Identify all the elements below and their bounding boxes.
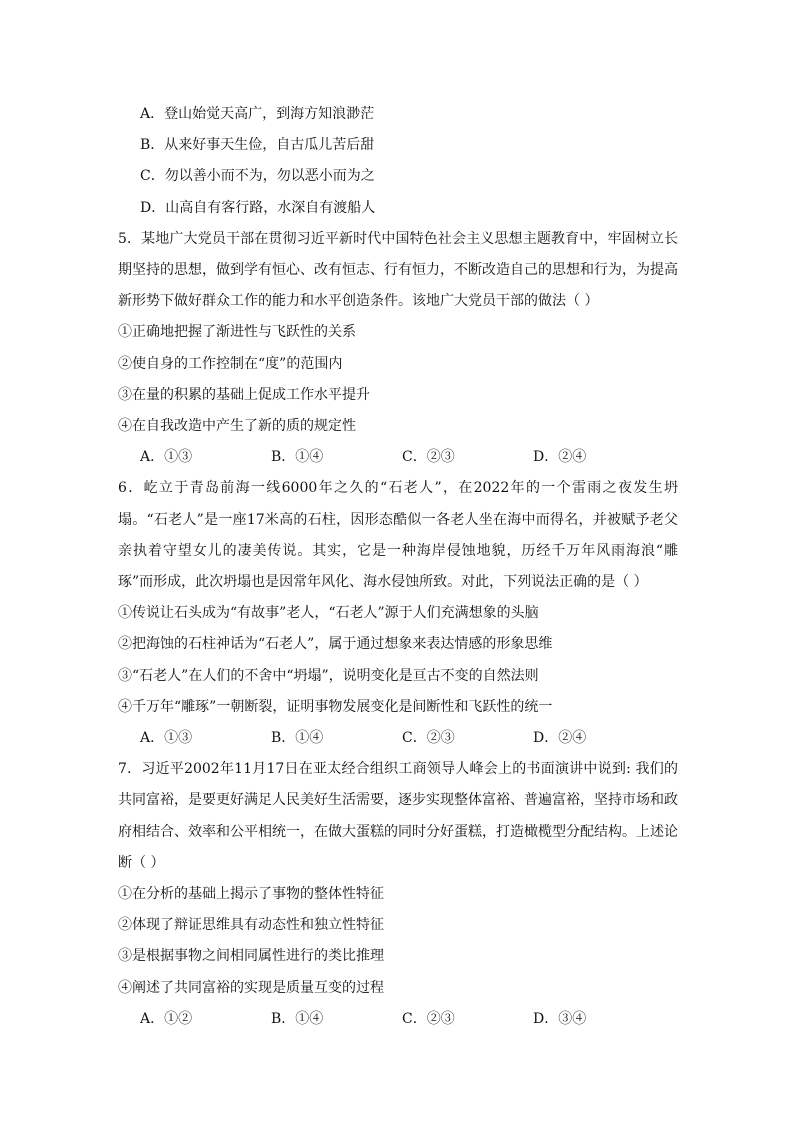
question-5-statement-4: ④在自我改造中产生了新的质的规定性 <box>118 418 356 435</box>
question-6-choice-a: A．①③ <box>140 730 193 747</box>
question-5-choice-c: C．②③ <box>402 449 455 466</box>
exam-content <box>118 99 678 1035</box>
question-7-choices <box>118 1004 678 1035</box>
question-6-statement-1: ①传说让石头成为“有故事”老人，“石老人”源于人们充满想象的头脑 <box>118 605 539 622</box>
question-7-stem: 7．习近平2002年11月17日在亚太经合组织工商领导人峰会上的书面演讲中说到: 我们的共同富裕，是要更好满足人民美好生活需要，逐步实现整体富裕、普遍富裕，坚持市场和政府相结合、效率和公平相统一，在做大蛋糕的同时分好蛋糕，打造橄榄型分配结构。上述论断（ ） <box>118 761 678 871</box>
question-6-choice-d: D．②④ <box>533 730 587 747</box>
question-5-statement-2: ②使自身的工作控制在“度”的范围内 <box>118 355 343 372</box>
question-7-choice-d: D．③④ <box>533 1010 587 1027</box>
question-7-choice-b: B．①④ <box>271 1010 324 1027</box>
question-7-statement-2: ②体现了辩证思维具有动态性和独立性特征 <box>118 917 384 934</box>
question-5-stem: 5．某地广大党员干部在贯彻习近平新时代中国特色社会主义思想主题教育中，牢固树立长期坚持的思想，做到学有恒心、改有恒志、行有恒力，不断改造自己的思想和行为，为提高新形势下做好群众工作的能力和水平创造条件。该地广大党员干部的做法（ ） <box>118 230 678 310</box>
question-5 <box>118 224 678 474</box>
question-6-choice-c: C．②③ <box>402 730 455 747</box>
q4-option-b: B．从来好事天生俭，自古瓜儿苦后甜 <box>140 137 375 154</box>
question-5-choice-b: B．①④ <box>271 449 324 466</box>
question-5-statement-3: ③在量的积累的基础上促成工作水平提升 <box>118 386 370 403</box>
q4-option-c: C．勿以善小而不为，勿以恶小而为之 <box>140 168 375 185</box>
q4-options <box>118 99 678 224</box>
question-6-statement-2: ②把海蚀的石柱神话为“石老人”，属于通过想象来表达情感的形象思维 <box>118 636 553 653</box>
question-6-choices <box>118 723 678 754</box>
question-7-choice-c: C．②③ <box>402 1010 455 1027</box>
question-7-statement-4: ④阐述了共同富裕的实现是质量互变的过程 <box>118 979 384 996</box>
question-5-choices <box>118 442 678 473</box>
question-6-statement-3: ③“石老人”在人们的不舍中“坍塌”，说明变化是亘古不变的自然法则 <box>118 667 539 684</box>
question-6-stem: 6．屹立于青岛前海一线6000年之久的“石老人”，在2022年的一个雷雨之夜发生坍塌。“石老人”是一座17米高的石柱，因形态酷似一各老人坐在海中而得名，并被赋予老父亲执着守望女儿的凄美传说。其实，它是一种海岸侵蚀地貌，历经千万年风雨海浪“雕琢”而形成，此次坍塌也是因常年风化、海水侵蚀所致。对此，下列说法正确的是（ ） <box>118 480 678 591</box>
question-7 <box>118 754 678 1035</box>
q4-option-a: A．登山始觉天高广，到海方知浪渺茫 <box>140 106 375 122</box>
question-5-choice-d: D．②④ <box>533 449 587 466</box>
question-7-statement-1: ①在分析的基础上揭示了事物的整体性特征 <box>118 886 384 903</box>
question-5-choice-a: A．①③ <box>140 449 193 466</box>
question-6 <box>118 473 678 754</box>
question-6-statement-4: ④千万年“雕琢”一朝断裂，证明事物发展变化是间断性和飞跃性的统一 <box>118 698 553 715</box>
question-7-choice-a: A．①② <box>140 1010 193 1027</box>
question-5-statement-1: ①正确地把握了渐进性与飞跃性的关系 <box>118 324 356 341</box>
q4-option-d: D．山高自有客行路，水深自有渡船人 <box>140 199 376 216</box>
question-6-choice-b: B．①④ <box>271 730 324 747</box>
question-7-statement-3: ③是根据事物之间相同属性进行的类比推理 <box>118 948 384 965</box>
